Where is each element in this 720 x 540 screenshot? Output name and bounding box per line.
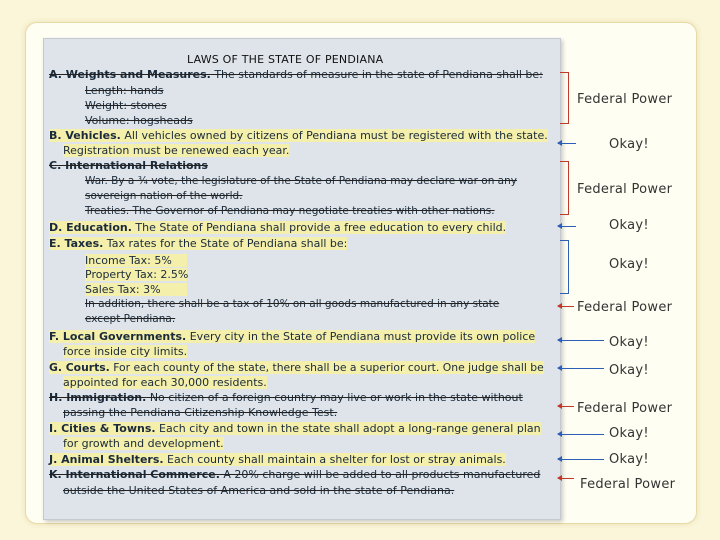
law-f-text: Every city in the State of Pendiana must provide its own police (186, 330, 536, 343)
law-g-text: For each county of the state, there shall be a superior court. One judge shall be (109, 361, 544, 374)
document-title: LAWS OF THE STATE OF PENDIANA (187, 53, 384, 66)
law-a-length: Length: hands (85, 84, 164, 97)
arrow-law-e-goods-tax (558, 306, 574, 307)
law-c-war: War. By a ¾ vote, the legislature of the State of Pendiana may declare war on any (85, 175, 517, 187)
law-j (49, 453, 506, 466)
law-b-text: All vehicles owned by citizens of Pendiana must be registered with the state. (120, 129, 548, 142)
label-law-k: Federal Power (580, 477, 676, 492)
law-k-text: A 20% charge will be added to all products manufactured (219, 468, 541, 481)
law-k-cont: outside the United States of America and sold in the state of Pendiana. (63, 484, 455, 497)
label-law-a: Federal Power (577, 92, 673, 107)
law-e-code: E. Taxes. (49, 237, 104, 250)
law-a-volume: Volume: hogsheads (85, 114, 193, 127)
label-law-i: Okay! (609, 426, 649, 441)
bracket-law-c (560, 161, 569, 215)
label-law-h: Federal Power (577, 401, 673, 416)
law-b-code: B. Vehicles. (49, 129, 121, 142)
bracket-law-e (560, 240, 569, 294)
law-h-code: H. Immigration. (49, 391, 147, 404)
law-a-text: The standards of measure in the state of Pendiana shall be: (210, 68, 543, 81)
label-law-e-goods-tax: Federal Power (577, 300, 673, 315)
law-g-cont: appointed for each 30,000 residents. (63, 376, 267, 389)
law-i-code: I. Cities & Towns. (49, 422, 156, 435)
law-g-code: G. Courts. (49, 361, 110, 374)
law-a-code: A. Weights and Measures. (49, 68, 211, 81)
law-j-code: J. Animal Shelters. (49, 453, 164, 466)
arrow-law-i (558, 434, 604, 435)
label-law-f: Okay! (609, 335, 649, 350)
arrow-law-j (558, 459, 604, 460)
law-k-code: K. International Commerce. (49, 468, 220, 481)
law-a (49, 68, 543, 81)
law-f-cont: force inside city limits. (63, 345, 188, 358)
law-a-weight: Weight: stones (85, 99, 167, 112)
arrow-law-g (558, 368, 604, 369)
law-e-property: Property Tax: 2.5% (85, 268, 189, 281)
law-i (49, 422, 541, 435)
law-e-goods-tax: In addition, there shall be a tax of 10% on all goods manufactured in any state (85, 298, 500, 310)
law-g (49, 361, 544, 374)
law-f-code: F. Local Governments. (49, 330, 187, 343)
law-e-text: Tax rates for the State of Pendiana shall be: (103, 237, 348, 250)
law-d (49, 221, 506, 234)
law-k (49, 468, 540, 481)
law-h-cont: passing the Pendiana Citizenship Knowledge Test. (63, 406, 338, 419)
arrow-law-h (558, 406, 574, 407)
label-law-e: Okay! (609, 257, 649, 272)
law-i-text: Each city and town in the state shall adopt a long-range general plan (155, 422, 541, 435)
arrow-law-k (558, 478, 574, 479)
law-h (49, 391, 523, 404)
law-i-cont: for growth and development. (63, 437, 224, 450)
label-law-c: Federal Power (577, 182, 673, 197)
law-d-text: The State of Pendiana shall provide a free education to every child. (131, 221, 507, 234)
law-f (49, 330, 535, 343)
law-c-treaties: Treaties. The Governor of Pendiana may negotiate treaties with other nations. (85, 205, 495, 217)
label-law-b: Okay! (609, 137, 649, 152)
arrow-law-f (558, 340, 604, 341)
law-e-income: Income Tax: 5% (85, 254, 187, 267)
law-e (49, 237, 347, 250)
arrow-law-b (558, 143, 576, 144)
law-c-war-cont: sovereign nation of the world. (85, 190, 243, 202)
label-law-d: Okay! (609, 218, 649, 233)
arrow-law-d (558, 226, 576, 227)
label-law-j: Okay! (609, 452, 649, 467)
law-e-sales: Sales Tax: 3% (85, 283, 187, 296)
label-law-g: Okay! (609, 363, 649, 378)
law-e-goods-tax-cont: except Pendiana. (85, 313, 176, 325)
law-d-code: D. Education. (49, 221, 132, 234)
law-j-text: Each county shall maintain a shelter for lost or stray animals. (163, 453, 506, 466)
bracket-law-a (560, 72, 569, 124)
law-b-cont: Registration must be renewed each year. (63, 144, 290, 157)
law-c: C. International Relations (49, 159, 208, 172)
law-b (49, 129, 548, 142)
law-h-text: No citizen of a foreign country may live or work in the state without (146, 391, 523, 404)
